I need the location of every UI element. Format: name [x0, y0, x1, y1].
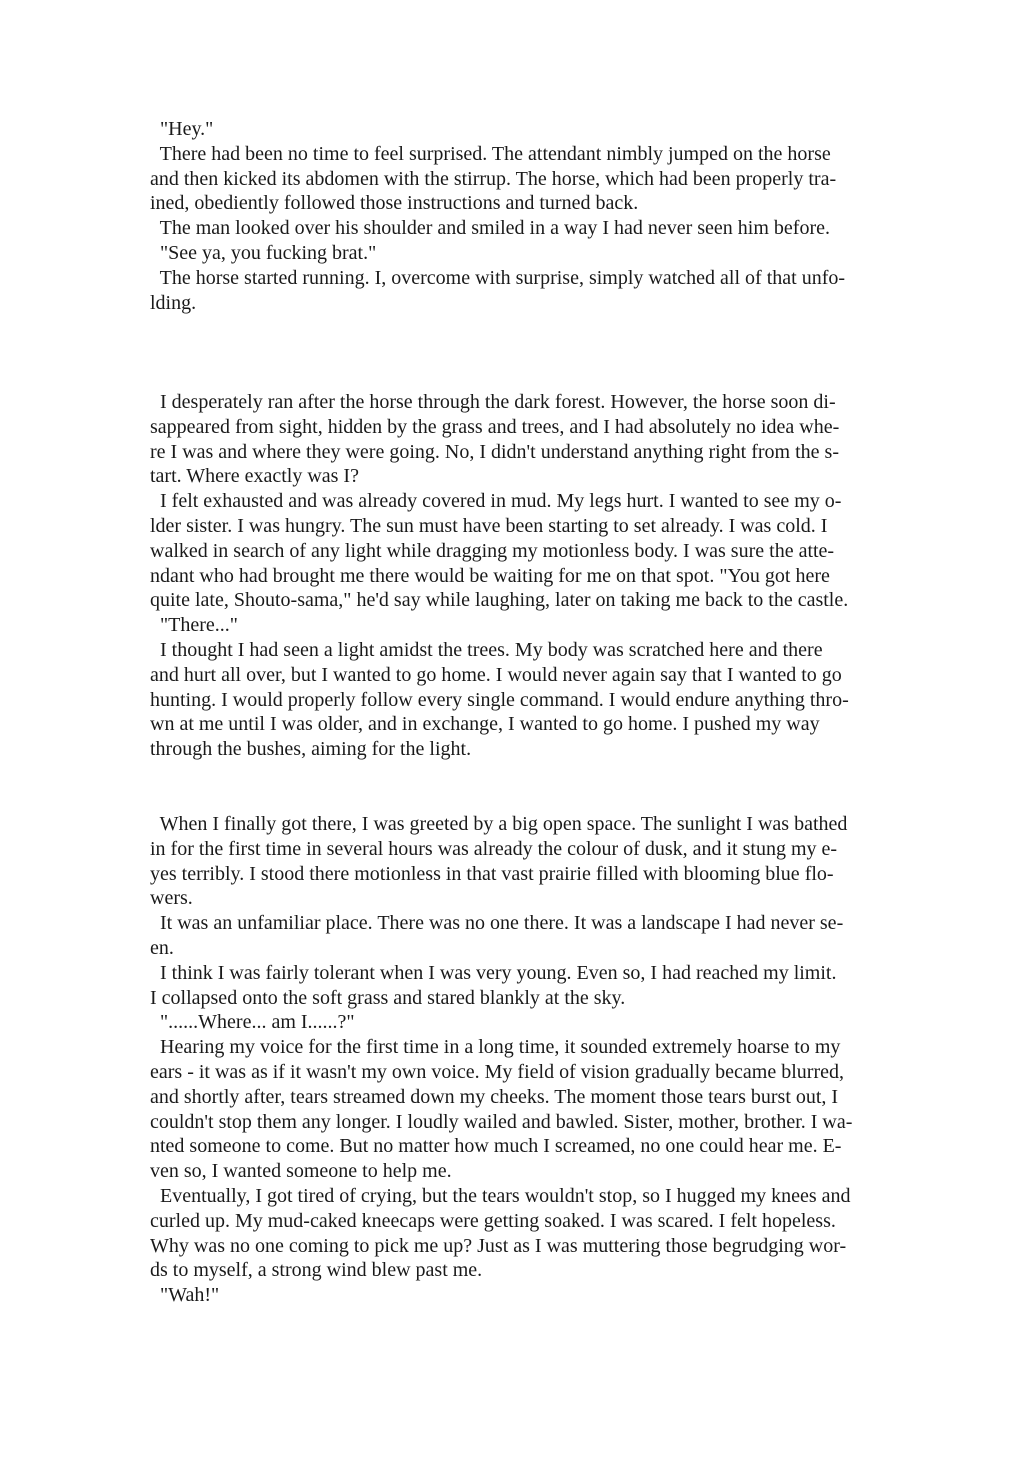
text-line: I felt exhausted and was already covered in mud. My legs hurt. I wanted to see my o- — [150, 490, 842, 513]
text-line: "......Where... am I......?" — [150, 1011, 355, 1034]
text-line: en. — [150, 936, 174, 959]
text-line: I collapsed onto the soft grass and stared blankly at the sky. — [150, 986, 626, 1009]
text-line: and hurt all over, but I wanted to go home. I would never again say that I wanted to go — [150, 663, 842, 686]
text-line: wers. — [150, 887, 193, 910]
text-line: I desperately ran after the horse through the dark forest. However, the horse soon di- — [150, 391, 836, 413]
text-line: and then kicked its abdomen with the stirrup. The horse, which had been properly tra- — [150, 167, 837, 190]
text-section-1 — [150, 117, 930, 315]
text-line: sappeared from sight, hidden by the grass and trees, and I had absolutely no idea whe- — [150, 415, 840, 438]
text-line: The horse started running. I, overcome with surprise, simply watched all of that unfo- — [150, 266, 846, 289]
text-line: couldn't stop them any longer. I loudly wailed and bawled. Sister, mother, brother. I wa- — [150, 1110, 853, 1133]
text-line: tart. Where exactly was I? — [150, 465, 359, 488]
text-line: There had been no time to feel surprised. The attendant nimbly jumped on the horse — [150, 142, 831, 165]
text-line: "Wah!" — [150, 1284, 220, 1307]
text-line: Eventually, I got tired of crying, but the tears wouldn't stop, so I hugged my knees and — [150, 1184, 851, 1207]
text-line: quite late, Shouto-sama," he'd say while laughing, later on taking me back to the castle. — [150, 589, 849, 612]
text-line: lding. — [150, 291, 197, 314]
text-line: hunting. I would properly follow every single command. I would endure anything thro- — [150, 688, 849, 711]
text-line: I thought I had seen a light amidst the trees. My body was scratched here and there — [150, 638, 823, 661]
text-section-3 — [150, 812, 930, 1308]
text-line: Why was no one coming to pick me up? Just as I was muttering those begrudging wor- — [150, 1234, 847, 1257]
text-line: ined, obediently followed those instructions and turned back. — [150, 192, 639, 215]
text-line: nted someone to come. But no matter how much I screamed, no one could hear me. E- — [150, 1135, 842, 1158]
text-line: walked in search of any light while dragging my motionless body. I was sure the atte- — [150, 539, 835, 562]
text-line: It was an unfamiliar place. There was no one there. It was a landscape I had never se- — [150, 912, 844, 935]
text-line: yes terribly. I stood there motionless in that vast prairie filled with blooming blue flo- — [150, 862, 834, 885]
text-line: ds to myself, a strong wind blew past me. — [150, 1259, 483, 1282]
text-line: When I finally got there, I was greeted by a big open space. The sunlight I was bathed — [150, 813, 848, 835]
text-line: Hearing my voice for the first time in a long time, it sounded extremely hoarse to my — [150, 1036, 841, 1059]
text-line: curled up. My mud-caked kneecaps were getting soaked. I was scared. I felt hopeless. — [150, 1209, 836, 1232]
text-line: ndant who had brought me there would be waiting for me on that spot. "You got here — [150, 564, 830, 587]
text-line: The man looked over his shoulder and smiled in a way I had never seen him before. — [150, 217, 830, 240]
text-line: re I was and where they were going. No, I didn't understand anything right from the s- — [150, 440, 839, 463]
text-line: lder sister. I was hungry. The sun must have been starting to set already. I was cold. I — [150, 514, 828, 537]
text-line: I think I was fairly tolerant when I was very young. Even so, I had reached my limit. — [150, 961, 837, 984]
text-line: wn at me until I was older, and in exchange, I wanted to go home. I pushed my way — [150, 713, 820, 736]
text-line: "See ya, you fucking brat." — [150, 241, 377, 264]
text-line: and shortly after, tears streamed down my cheeks. The moment those tears burst out, I — [150, 1085, 839, 1108]
text-line: ven so, I wanted someone to help me. — [150, 1160, 452, 1183]
text-line: in for the first time in several hours was already the colour of dusk, and it stung my e- — [150, 837, 838, 860]
text-section-2 — [150, 390, 930, 762]
text-line: through the bushes, aiming for the light. — [150, 738, 472, 761]
text-line: "There..." — [150, 614, 238, 637]
text-line: ears - it was as if it wasn't my own voice. My field of vision gradually became blurred, — [150, 1060, 844, 1083]
text-line: "Hey." — [150, 118, 214, 140]
